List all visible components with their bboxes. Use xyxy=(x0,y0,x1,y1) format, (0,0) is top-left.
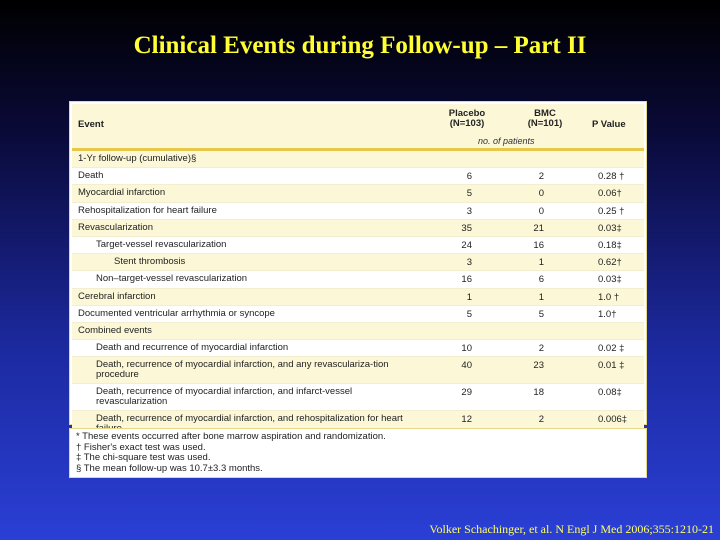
header-pvalue: P Value xyxy=(592,119,626,130)
table-row xyxy=(72,203,644,220)
table-row xyxy=(72,151,644,168)
footnote-double-dagger: ‡ The chi-square test was used. xyxy=(76,452,211,464)
header-event: Event xyxy=(78,119,104,130)
row-label: Combined events xyxy=(78,324,152,336)
row-placebo: 5 xyxy=(466,188,472,200)
row-pvalue: 0.18‡ xyxy=(598,239,622,251)
table-row xyxy=(72,220,644,237)
row-label: Stent thrombosis xyxy=(114,256,186,268)
row-pvalue: 0.03‡ xyxy=(598,222,622,234)
row-bmc: 6 xyxy=(538,274,544,286)
row-label: Myocardial infarction xyxy=(78,187,166,199)
row-placebo: 35 xyxy=(461,222,472,234)
header-bmc xyxy=(520,109,570,129)
row-placebo: 1 xyxy=(466,291,472,303)
header-units: no. of patients xyxy=(478,136,535,146)
row-label: Target-vessel revascularization xyxy=(96,238,227,250)
row-label: Rehospitalization for heart failure xyxy=(78,204,217,216)
row-bmc: 16 xyxy=(533,239,544,251)
table-row xyxy=(72,289,644,306)
table-row xyxy=(72,185,644,202)
footnotes xyxy=(69,428,647,478)
table-row xyxy=(72,237,644,254)
table-row xyxy=(72,254,644,271)
row-bmc: 18 xyxy=(533,387,544,399)
row-bmc: 2 xyxy=(538,343,544,355)
header-placebo-name: Placebo xyxy=(448,108,486,119)
row-placebo: 10 xyxy=(461,343,472,355)
events-table xyxy=(69,101,647,425)
row-label: Death, recurrence of myocardial infarction, and any revasculariza-tion procedure xyxy=(96,359,389,381)
footnote-section: § The mean follow-up was 10.7±3.3 months. xyxy=(76,462,263,474)
row-bmc: 2 xyxy=(538,414,544,426)
row-placebo: 6 xyxy=(466,171,472,183)
table-row xyxy=(72,306,644,323)
row-placebo: 12 xyxy=(461,414,472,426)
row-pvalue: 0.02 ‡ xyxy=(598,343,625,355)
row-placebo: 24 xyxy=(461,239,472,251)
row-bmc: 23 xyxy=(533,360,544,372)
row-label: Death xyxy=(78,170,104,182)
header-bmc-name: BMC xyxy=(534,108,556,119)
row-pvalue: 0.06† xyxy=(598,188,622,200)
row-pvalue: 0.25 † xyxy=(598,205,625,217)
row-pvalue: 0.01 ‡ xyxy=(598,360,625,372)
row-label: Death, recurrence of myocardial infarction, and rehospitalization for heart xyxy=(96,413,403,425)
row-pvalue: 1.0 † xyxy=(598,291,620,303)
header-placebo xyxy=(442,109,492,129)
table-row xyxy=(72,384,644,411)
row-pvalue: 0.006‡ xyxy=(598,414,628,426)
row-bmc: 2 xyxy=(538,171,544,183)
row-placebo: 29 xyxy=(461,387,472,399)
row-label: Non–target-vessel revascularization xyxy=(96,273,248,285)
table-body xyxy=(72,151,644,438)
footnote-asterisk: * These events occurred after bone marrow aspiration and randomization. xyxy=(76,431,386,442)
table-row xyxy=(72,357,644,384)
row-label: Death and recurrence of myocardial infarction xyxy=(96,342,289,354)
table-row xyxy=(72,340,644,357)
row-placebo: 3 xyxy=(466,257,472,269)
row-pvalue: 1.0† xyxy=(598,308,617,320)
row-bmc: 0 xyxy=(538,205,544,217)
row-placebo: 3 xyxy=(466,205,472,217)
header-bmc-n: (N=101) xyxy=(527,118,563,129)
table-header xyxy=(72,104,644,151)
row-placebo: 5 xyxy=(466,308,472,320)
table-row xyxy=(72,323,644,340)
header-placebo-n: (N=103) xyxy=(449,118,485,129)
table-row xyxy=(72,271,644,288)
table-row xyxy=(72,168,644,185)
row-pvalue: 0.28 † xyxy=(598,171,625,183)
row-bmc: 21 xyxy=(533,222,544,234)
slide-title: Clinical Events during Follow-up – Part II xyxy=(133,32,587,59)
row-bmc: 5 xyxy=(538,308,544,320)
row-pvalue: 0.03‡ xyxy=(598,274,622,286)
row-placebo: 16 xyxy=(461,274,472,286)
row-label: Revascularization xyxy=(78,221,153,233)
row-label: 1-Yr follow-up (cumulative)§ xyxy=(78,153,197,164)
row-placebo: 40 xyxy=(461,360,472,372)
row-pvalue: 0.08‡ xyxy=(598,387,622,399)
row-label: Death, recurrence of myocardial infarction, and infarct-vessel revascularization xyxy=(96,386,353,408)
row-bmc: 1 xyxy=(538,291,544,303)
row-pvalue: 0.62† xyxy=(598,257,622,269)
row-bmc: 1 xyxy=(538,257,544,269)
row-bmc: 0 xyxy=(538,188,544,200)
row-label: Cerebral infarction xyxy=(78,290,156,302)
row-label: Documented ventricular arrhythmia or syncope xyxy=(78,307,275,319)
footnote-dagger: † Fisher's exact test was used. xyxy=(76,441,206,453)
citation: Volker Schachinger, et al. N Engl J Med 2006;355:1210-21 xyxy=(429,522,714,536)
